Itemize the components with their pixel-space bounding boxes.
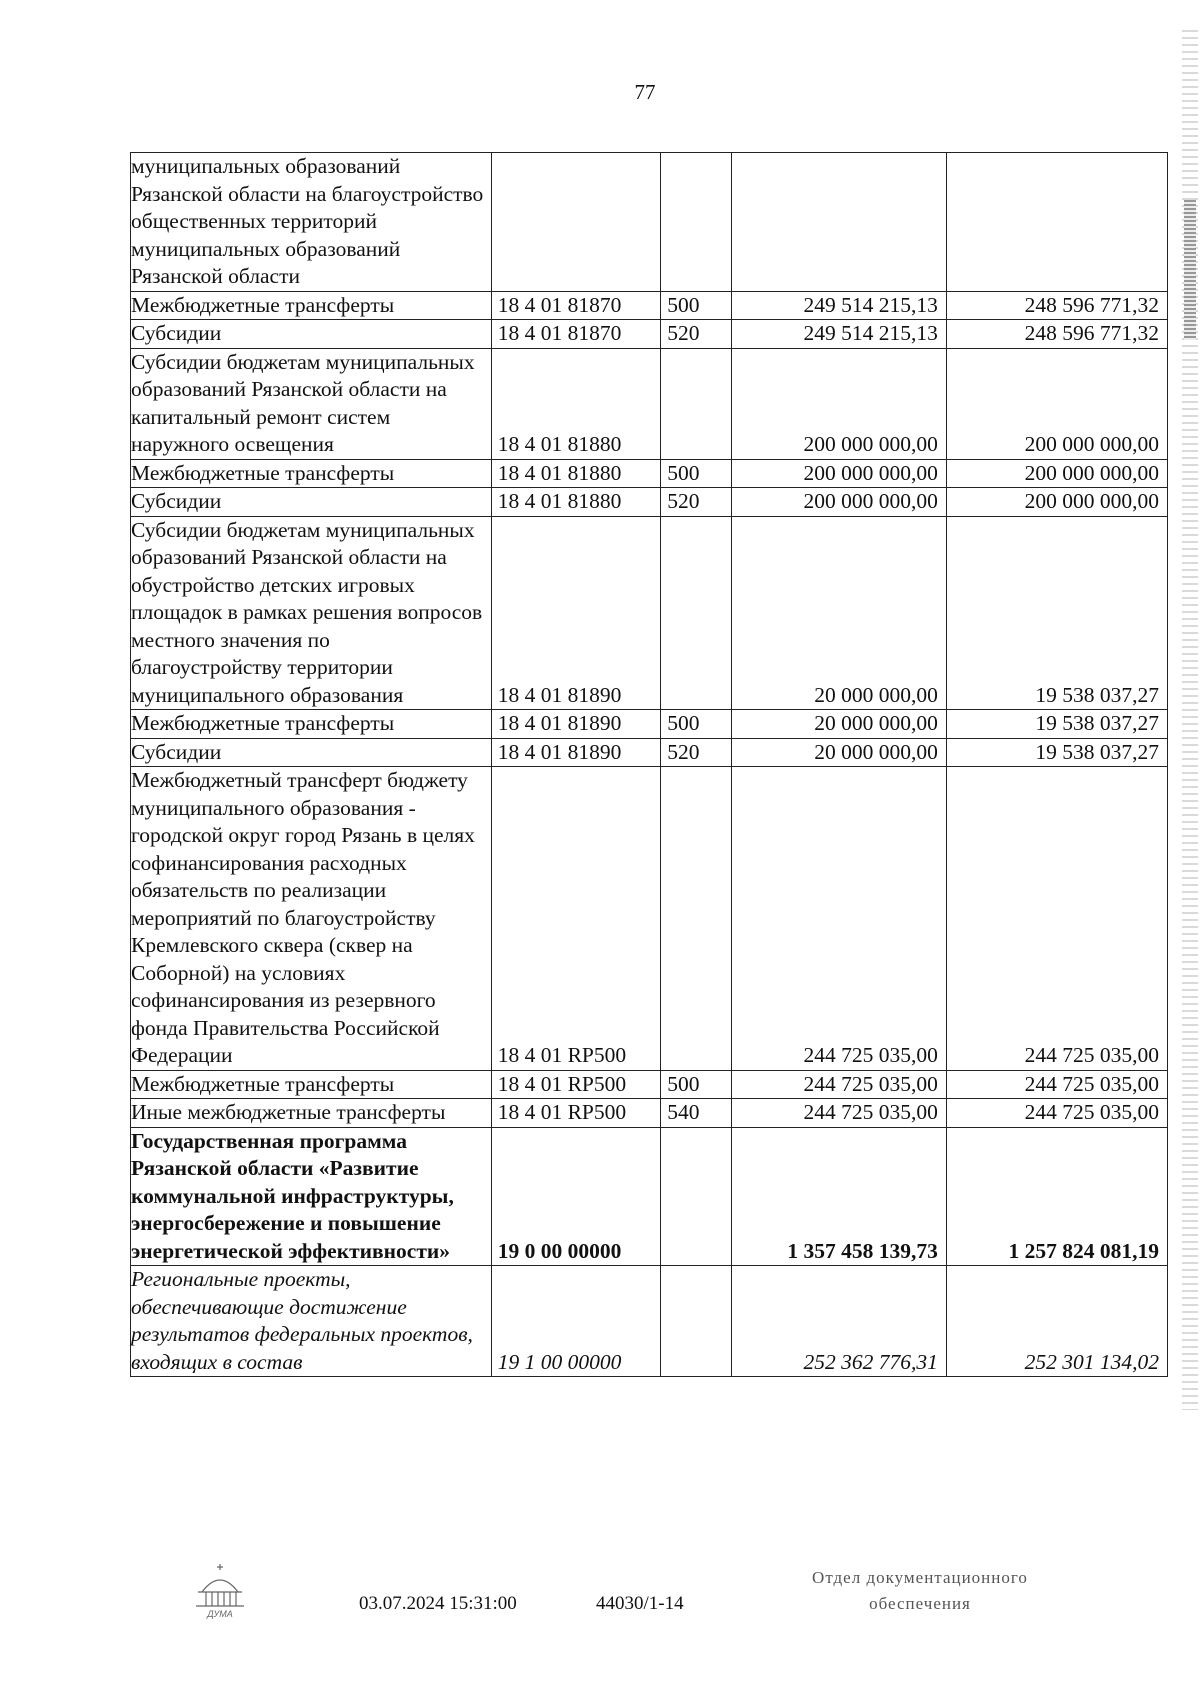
row-description-cell: Субсидии бюджетам муниципальных образований Рязанской области на обустройство детских игровых площадок в рамках решения вопросов местного значения по благоустройству территории муниципального образования	[131, 516, 492, 710]
row-code-cell: 18 4 01 81880	[491, 348, 661, 459]
table-row	[131, 291, 1168, 320]
duma-logo-text: ДУМА	[207, 1609, 233, 1619]
stamp-line-1: Отдел документационного	[812, 1568, 1028, 1587]
row-description-cell: Субсидии	[131, 320, 492, 349]
table-row	[131, 1127, 1168, 1266]
row-amount-1-cell	[732, 153, 947, 292]
row-amount-1-cell: 249 514 215,13	[732, 291, 947, 320]
table-row	[131, 1266, 1168, 1377]
table-row	[131, 459, 1168, 488]
row-expense-type-cell: 520	[661, 738, 732, 767]
row-description-cell: Межбюджетные трансферты	[131, 459, 492, 488]
row-expense-type-cell	[661, 516, 732, 710]
row-expense-type-cell	[661, 153, 732, 292]
row-description-cell: Государственная программа Рязанской области «Развитие коммунальной инфраструктуры, энергосбережение и повышение энергетической эффективности»	[131, 1127, 492, 1266]
table-row	[131, 1099, 1168, 1128]
row-description-cell: Субсидии бюджетам муниципальных образований Рязанской области на капитальный ремонт систем наружного освещения	[131, 348, 492, 459]
row-amount-1-cell: 244 725 035,00	[732, 767, 947, 1071]
budget-table	[130, 152, 1168, 1377]
row-code-cell	[491, 153, 661, 292]
row-code-cell: 18 4 01 81890	[491, 516, 661, 710]
row-expense-type-cell	[661, 1266, 732, 1377]
row-expense-type-cell: 500	[661, 459, 732, 488]
table-row	[131, 738, 1168, 767]
row-amount-1-cell: 244 725 035,00	[732, 1070, 947, 1099]
row-expense-type-cell: 500	[661, 710, 732, 739]
row-code-cell: 18 4 01 81880	[491, 459, 661, 488]
row-amount-1-cell: 252 362 776,31	[732, 1266, 947, 1377]
row-description-cell: Межбюджетные трансферты	[131, 291, 492, 320]
row-amount-1-cell: 20 000 000,00	[732, 738, 947, 767]
row-amount-1-cell: 200 000 000,00	[732, 348, 947, 459]
row-amount-2-cell	[946, 153, 1167, 292]
row-expense-type-cell	[661, 767, 732, 1071]
row-amount-1-cell: 20 000 000,00	[732, 516, 947, 710]
row-description-cell: Иные межбюджетные трансферты	[131, 1099, 492, 1128]
row-amount-2-cell: 19 538 037,27	[946, 738, 1167, 767]
row-code-cell: 19 0 00 00000	[491, 1127, 661, 1266]
row-amount-1-cell: 200 000 000,00	[732, 459, 947, 488]
table-row	[131, 710, 1168, 739]
stamp-line-2: обеспечения	[869, 1594, 971, 1613]
row-amount-2-cell: 248 596 771,32	[946, 291, 1167, 320]
budget-table-body	[131, 153, 1168, 1377]
department-stamp	[770, 1565, 1070, 1617]
table-row	[131, 488, 1168, 517]
row-expense-type-cell: 540	[661, 1099, 732, 1128]
row-amount-1-cell: 249 514 215,13	[732, 320, 947, 349]
row-expense-type-cell	[661, 1127, 732, 1266]
table-row	[131, 516, 1168, 710]
row-expense-type-cell: 500	[661, 1070, 732, 1099]
row-code-cell: 18 4 01 81890	[491, 710, 661, 739]
row-amount-2-cell: 244 725 035,00	[946, 767, 1167, 1071]
row-amount-1-cell: 20 000 000,00	[732, 710, 947, 739]
table-row	[131, 1070, 1168, 1099]
row-amount-2-cell: 1 257 824 081,19	[946, 1127, 1167, 1266]
table-row	[131, 348, 1168, 459]
row-amount-2-cell: 248 596 771,32	[946, 320, 1167, 349]
row-amount-2-cell: 244 725 035,00	[946, 1099, 1167, 1128]
table-row	[131, 153, 1168, 292]
row-code-cell: 19 1 00 00000	[491, 1266, 661, 1377]
duma-logo	[190, 1562, 250, 1624]
row-description-cell: Субсидии	[131, 738, 492, 767]
footer-date: 03.07.2024 15:31:00	[359, 1593, 517, 1614]
row-expense-type-cell: 500	[661, 291, 732, 320]
scan-edge-artifact	[1182, 30, 1198, 1410]
scan-edge-dense-artifact	[1184, 200, 1196, 340]
row-code-cell: 18 4 01 RP500	[491, 1070, 661, 1099]
row-description-cell: Межбюджетные трансферты	[131, 1070, 492, 1099]
row-code-cell: 18 4 01 RP500	[491, 767, 661, 1071]
row-expense-type-cell: 520	[661, 488, 732, 517]
table-row	[131, 320, 1168, 349]
row-amount-1-cell: 244 725 035,00	[732, 1099, 947, 1128]
row-amount-2-cell: 19 538 037,27	[946, 710, 1167, 739]
row-amount-2-cell: 200 000 000,00	[946, 348, 1167, 459]
row-expense-type-cell	[661, 348, 732, 459]
row-code-cell: 18 4 01 81880	[491, 488, 661, 517]
row-amount-2-cell: 200 000 000,00	[946, 459, 1167, 488]
row-amount-2-cell: 244 725 035,00	[946, 1070, 1167, 1099]
row-description-cell: Региональные проекты, обеспечивающие достижение результатов федеральных проектов, входящих в состав	[131, 1266, 492, 1377]
row-description-cell: Межбюджетный трансферт бюджету муниципального образования - городской округ город Рязань в целях софинансирования расходных обязательств по реализации мероприятий по благоустройству Кремлевского сквера (сквер на Соборной) на условиях софинансирования из резервного фонда Правительства Российской Федерации	[131, 767, 492, 1071]
row-description-cell: Субсидии	[131, 488, 492, 517]
footer-registration-number: 44030/1-14	[596, 1593, 684, 1614]
table-row	[131, 767, 1168, 1071]
page-number: 77	[634, 80, 656, 104]
row-description-cell: муниципальных образований Рязанской области на благоустройство общественных территорий муниципальных образований Рязанской области	[131, 153, 492, 292]
row-amount-1-cell: 200 000 000,00	[732, 488, 947, 517]
row-code-cell: 18 4 01 81870	[491, 291, 661, 320]
row-description-cell: Межбюджетные трансферты	[131, 710, 492, 739]
row-amount-2-cell: 200 000 000,00	[946, 488, 1167, 517]
row-expense-type-cell: 520	[661, 320, 732, 349]
row-amount-2-cell: 252 301 134,02	[946, 1266, 1167, 1377]
row-code-cell: 18 4 01 RP500	[491, 1099, 661, 1128]
row-code-cell: 18 4 01 81870	[491, 320, 661, 349]
row-amount-1-cell: 1 357 458 139,73	[732, 1127, 947, 1266]
row-code-cell: 18 4 01 81890	[491, 738, 661, 767]
row-amount-2-cell: 19 538 037,27	[946, 516, 1167, 710]
